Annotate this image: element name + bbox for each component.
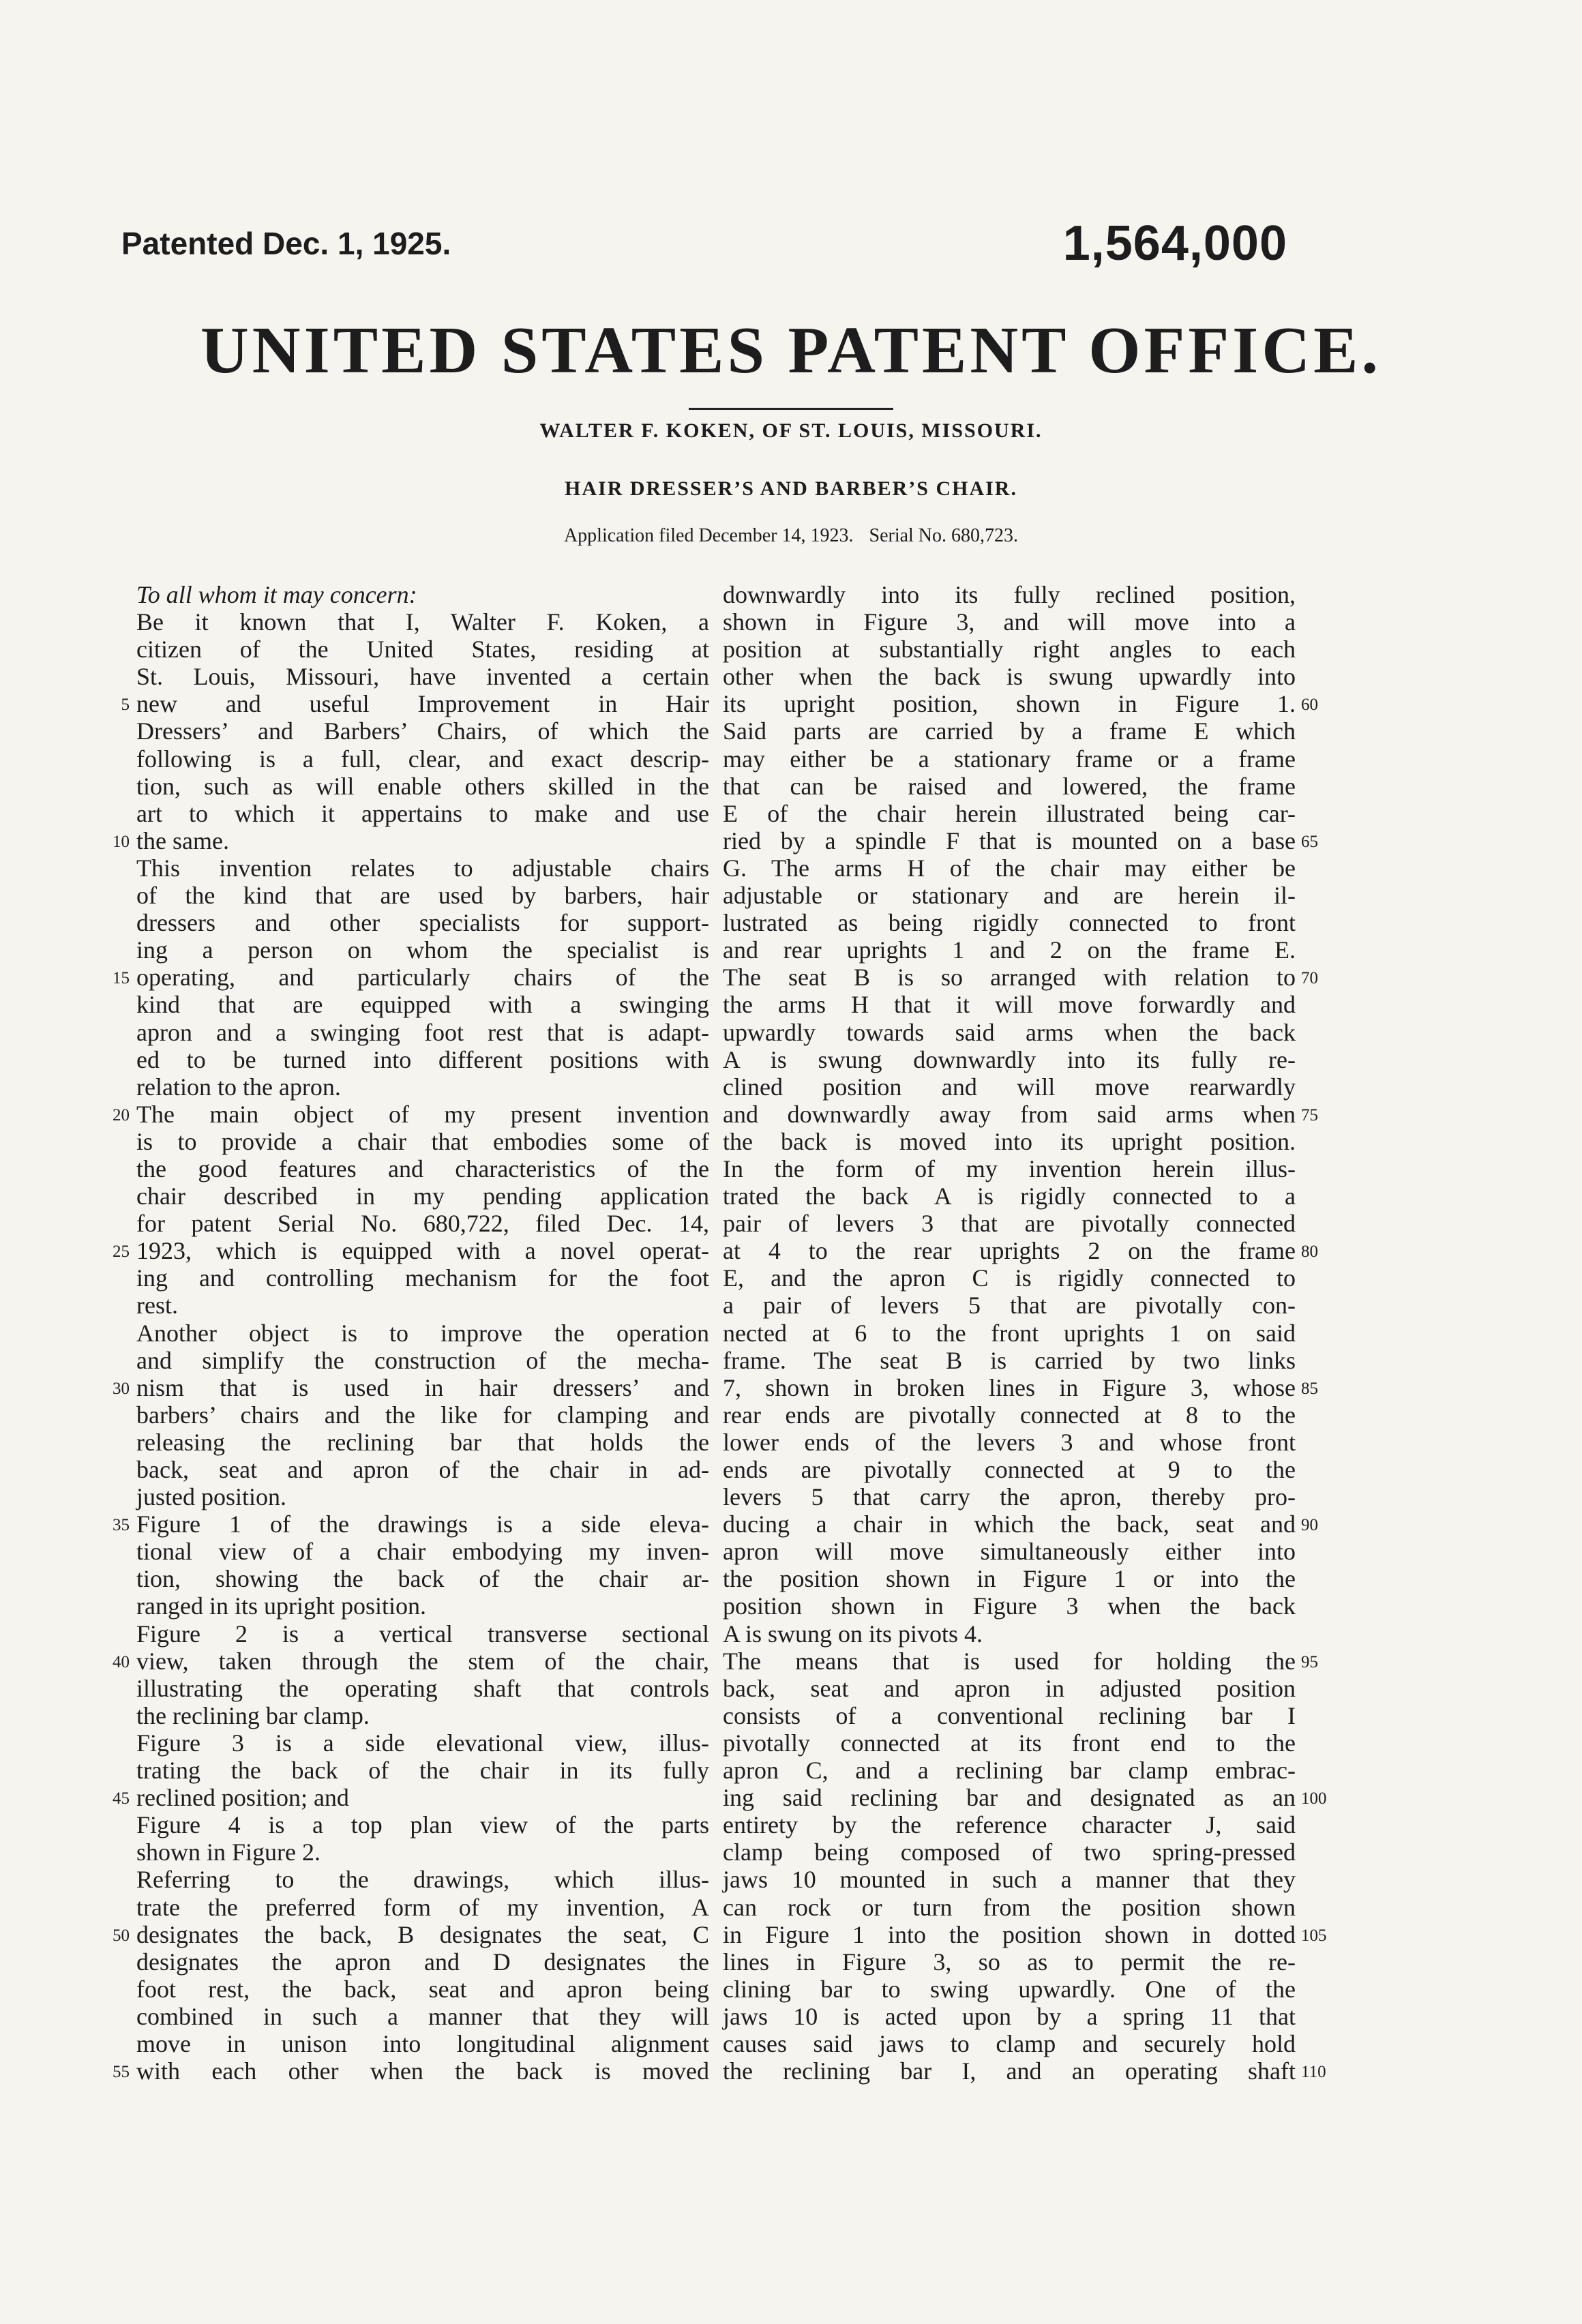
text-line: jaws 10 is acted upon by a spring 11 that <box>723 2002 1296 2030</box>
text-line: lower ends of the levers 3 and whose front <box>723 1428 1296 1456</box>
margin-line-number: 95 <box>1301 1652 1318 1671</box>
text-line: The main object of my present invention <box>136 1100 709 1128</box>
text-line: A is swung on its pivots 4. <box>723 1620 983 1648</box>
text-line: ried by a spindle F that is mounted on a base <box>723 826 1296 854</box>
patent-number: 1,564,000 <box>1062 216 1287 271</box>
text-line: Figure 4 is a top plan view of the parts <box>136 1811 709 1839</box>
text-line: Be it known that I, Walter F. Koken, a <box>136 608 709 636</box>
text-line: and simplify the construction of the mecha- <box>136 1346 709 1374</box>
text-line: clining bar to swing upwardly. One of the <box>723 1975 1296 2003</box>
text-line: ing and controlling mechanism for the foot <box>136 1264 709 1292</box>
text-line: that can be raised and lowered, the frame <box>723 772 1296 800</box>
margin-line-number: 50 <box>113 1926 130 1945</box>
text-line: trated the back A is rigidly connected to a <box>723 1182 1296 1210</box>
margin-line-number: 35 <box>113 1516 130 1535</box>
text-line: Said parts are carried by a frame E which <box>723 717 1296 745</box>
text-line: can rock or turn from the position shown <box>723 1893 1296 1921</box>
text-line: apron will move simultaneously either into <box>723 1538 1296 1566</box>
text-line: This invention relates to adjustable chairs <box>136 854 709 882</box>
margin-line-number: 110 <box>1301 2063 1326 2082</box>
text-line: trating the back of the chair in its fully <box>136 1757 709 1785</box>
text-line: nism that is used in hair dressers’ and <box>136 1373 709 1401</box>
text-line: E, and the apron C is rigidly connected to <box>723 1264 1296 1292</box>
text-line: designates the back, B designates the seat, C <box>136 1920 709 1948</box>
margin-line-number: 20 <box>113 1105 130 1124</box>
application-filed: Application filed December 14, 1923. <box>563 525 854 546</box>
text-line: the position shown in Figure 1 or into the <box>723 1565 1296 1593</box>
text-line: position at substantially right angles to each <box>723 636 1296 664</box>
text-line: frame. The seat B is carried by two links <box>723 1346 1296 1374</box>
text-line: the back is moved into its upright position. <box>723 1127 1296 1155</box>
text-line: lustrated as being rigidly connected to front <box>723 909 1296 937</box>
text-line: shown in Figure 2. <box>136 1838 320 1866</box>
text-line: other when the back is swung upwardly into <box>723 663 1296 691</box>
text-line: illustrating the operating shaft that controls <box>136 1674 709 1702</box>
text-line: barbers’ chairs and the like for clamping and <box>136 1401 709 1429</box>
text-line: clamp being composed of two spring-pressed <box>723 1838 1296 1866</box>
text-line: lines in Figure 3, so as to permit the re- <box>723 1948 1296 1976</box>
margin-line-number: 105 <box>1301 1926 1327 1945</box>
text-line: new and useful Improvement in Hair <box>136 690 709 718</box>
text-line: entirety by the reference character J, said <box>723 1811 1296 1839</box>
text-line: chair described in my pending application <box>136 1182 709 1210</box>
text-line: combined in such a manner that they will <box>136 2002 709 2030</box>
margin-line-number: 55 <box>113 2063 130 2082</box>
text-line: the reclining bar clamp. <box>136 1701 370 1729</box>
text-line: dressers and other specialists for support- <box>136 909 709 937</box>
text-line: the reclining bar I, and an operating shaft <box>723 2057 1296 2085</box>
text-line: 7, shown in broken lines in Figure 3, whose <box>723 1373 1296 1401</box>
margin-line-number: 65 <box>1301 832 1318 851</box>
text-line: of the kind that are used by barbers, hair <box>136 882 709 910</box>
text-line: apron C, and a reclining bar clamp embrac- <box>723 1757 1296 1785</box>
text-line: nected at 6 to the front uprights 1 on said <box>723 1319 1296 1347</box>
text-line: kind that are equipped with a swinging <box>136 991 709 1019</box>
margin-line-number: 30 <box>113 1379 130 1398</box>
text-line: ing a person on whom the specialist is <box>136 936 709 964</box>
text-line: for patent Serial No. 680,722, filed Dec. 14, <box>136 1210 709 1238</box>
text-line: Another object is to improve the operation <box>136 1319 709 1347</box>
text-line: downwardly into its fully reclined position, <box>723 581 1296 608</box>
text-line: E of the chair herein illustrated being car- <box>723 799 1296 827</box>
text-line: and downwardly away from said arms when <box>723 1100 1296 1128</box>
text-line: ends are pivotally connected at 9 to the <box>723 1456 1296 1483</box>
text-line: shown in Figure 3, and will move into a <box>723 608 1296 636</box>
text-line: may either be a stationary frame or a frame <box>723 745 1296 773</box>
text-line: upwardly towards said arms when the back <box>723 1018 1296 1046</box>
margin-line-number: 40 <box>113 1652 130 1671</box>
text-line: Figure 1 of the drawings is a side eleva- <box>136 1510 709 1538</box>
office-heading: UNITED STATES PATENT OFFICE. <box>200 314 1382 387</box>
text-line: foot rest, the back, seat and apron being <box>136 1975 709 2003</box>
text-line: back, seat and apron in adjusted position <box>723 1674 1296 1702</box>
serial-number: Serial No. 680,723. <box>869 525 1019 546</box>
text-line: operating, and particularly chairs of the <box>136 964 709 992</box>
text-line: a pair of levers 5 that are pivotally con- <box>723 1292 1296 1320</box>
text-line: art to which it appertains to make and use <box>136 799 709 827</box>
margin-line-number: 15 <box>113 969 130 988</box>
text-line: tion, showing the back of the chair ar- <box>136 1565 709 1593</box>
text-line: To all whom it may concern: <box>136 581 417 608</box>
text-line: pair of levers 3 that are pivotally connected <box>723 1210 1296 1238</box>
text-line: ed to be turned into different positions with <box>136 1045 709 1073</box>
text-line: causes said jaws to clamp and securely hold <box>723 2029 1296 2057</box>
text-line: designates the apron and D designates the <box>136 1948 709 1976</box>
text-line: relation to the apron. <box>136 1073 341 1101</box>
text-line: view, taken through the stem of the chair, <box>136 1647 709 1675</box>
text-line: reclined position; and <box>136 1784 349 1812</box>
margin-line-number: 10 <box>113 832 130 851</box>
text-line: its upright position, shown in Figure 1. <box>723 690 1296 718</box>
text-line: In the form of my invention herein illus- <box>723 1154 1296 1182</box>
text-line: ing said reclining bar and designated as an <box>723 1784 1296 1812</box>
margin-line-number: 60 <box>1301 696 1318 715</box>
patent-date: Patented Dec. 1, 1925. <box>121 226 451 261</box>
text-line: 1923, which is equipped with a novel operat- <box>136 1237 709 1265</box>
text-line: the same. <box>136 826 229 854</box>
application-line <box>0 525 1582 547</box>
text-line: jaws 10 mounted in such a manner that they <box>723 1866 1296 1894</box>
text-line: adjustable or stationary and are herein il- <box>723 882 1296 910</box>
text-line: releasing the reclining bar that holds the <box>136 1428 709 1456</box>
text-line: Referring to the drawings, which illus- <box>136 1866 709 1894</box>
text-line: Figure 2 is a vertical transverse sectional <box>136 1620 709 1648</box>
margin-line-number: 75 <box>1301 1105 1318 1124</box>
margin-line-number: 5 <box>121 696 130 715</box>
text-line: citizen of the United States, residing at <box>136 636 709 664</box>
text-line: following is a full, clear, and exact descrip- <box>136 745 709 773</box>
text-line: with each other when the back is moved <box>136 2057 709 2085</box>
text-line: apron and a swinging foot rest that is adapt- <box>136 1018 709 1046</box>
text-line: consists of a conventional reclining bar I <box>723 1701 1296 1729</box>
text-line: and rear uprights 1 and 2 on the frame E. <box>723 936 1296 964</box>
inventor-line: WALTER F. KOKEN, OF ST. LOUIS, MISSOURI. <box>539 419 1043 442</box>
text-line: The means that is used for holding the <box>723 1647 1296 1675</box>
text-line: ducing a chair in which the back, seat and <box>723 1510 1296 1538</box>
right-text-column <box>723 581 1296 2085</box>
text-line: rear ends are pivotally connected at 8 to the <box>723 1401 1296 1429</box>
margin-line-number: 90 <box>1301 1516 1318 1535</box>
text-line: move in unison into longitudinal alignment <box>136 2029 709 2057</box>
text-line: back, seat and apron of the chair in ad- <box>136 1456 709 1483</box>
text-line: St. Louis, Missouri, have invented a certain <box>136 663 709 691</box>
text-line: rest. <box>136 1292 178 1320</box>
margin-line-number: 25 <box>113 1242 130 1262</box>
text-line: the arms H that it will move forwardly and <box>723 991 1296 1019</box>
text-line: tional view of a chair embodying my inven- <box>136 1538 709 1566</box>
invention-title: HAIR DRESSER’S AND BARBER’S CHAIR. <box>565 477 1017 500</box>
text-line: clined position and will move rearwardly <box>723 1073 1296 1101</box>
text-line: at 4 to the rear uprights 2 on the frame <box>723 1237 1296 1265</box>
text-line: position shown in Figure 3 when the back <box>723 1592 1296 1620</box>
margin-line-number: 70 <box>1301 969 1318 988</box>
text-line: ranged in its upright position. <box>136 1592 426 1620</box>
text-line: justed position. <box>136 1483 287 1511</box>
margin-line-number: 80 <box>1301 1242 1318 1262</box>
text-line: Figure 3 is a side elevational view, illus- <box>136 1729 709 1757</box>
text-line: is to provide a chair that embodies some of <box>136 1127 709 1155</box>
text-line: A is swung downwardly into its fully re- <box>723 1045 1296 1073</box>
text-line: in Figure 1 into the position shown in dotted <box>723 1920 1296 1948</box>
text-line: the good features and characteristics of the <box>136 1154 709 1182</box>
text-line: levers 5 that carry the apron, thereby pro- <box>723 1483 1296 1511</box>
text-line: trate the preferred form of my invention, A <box>136 1893 709 1921</box>
margin-line-number: 45 <box>113 1789 130 1808</box>
text-line: Dressers’ and Barbers’ Chairs, of which the <box>136 717 709 745</box>
left-text-column <box>136 581 709 2085</box>
text-line: pivotally connected at its front end to the <box>723 1729 1296 1757</box>
text-line: G. The arms H of the chair may either be <box>723 854 1296 882</box>
heading-rule <box>689 408 893 410</box>
margin-line-number: 100 <box>1301 1789 1327 1808</box>
text-line: tion, such as will enable others skilled in the <box>136 772 709 800</box>
text-line: The seat B is so arranged with relation to <box>723 964 1296 992</box>
margin-line-number: 85 <box>1301 1379 1318 1398</box>
